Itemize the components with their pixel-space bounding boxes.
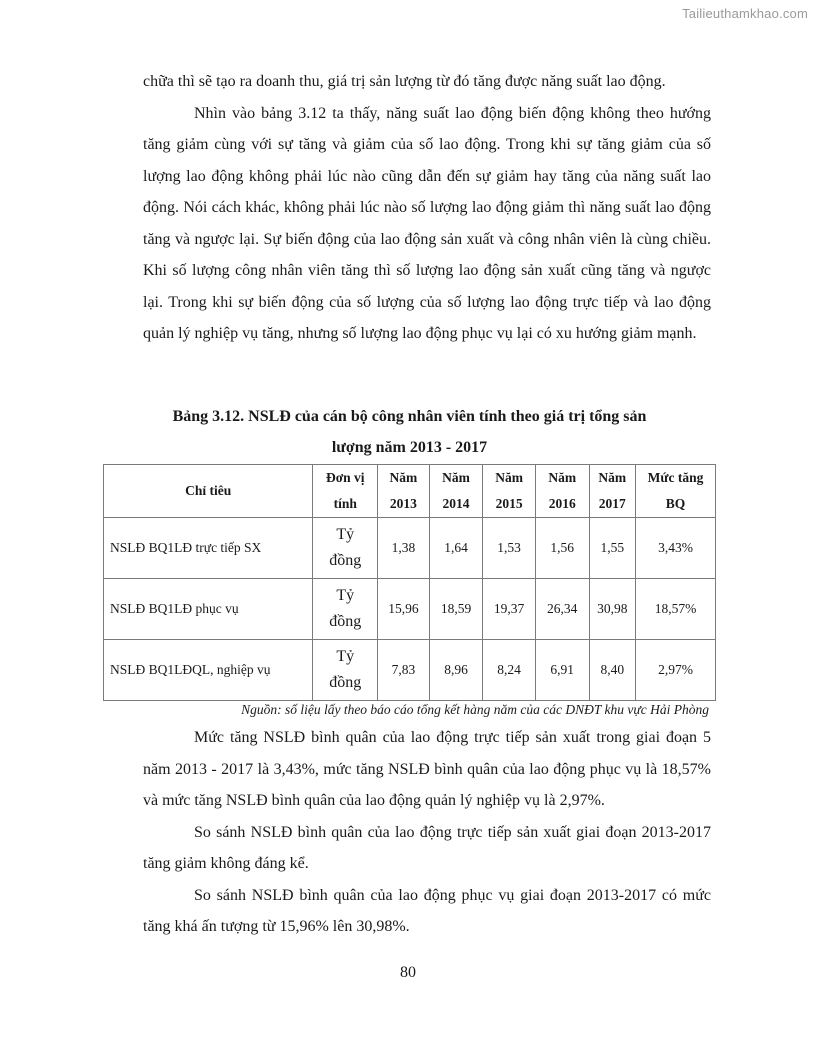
header-2017: Năm 2017	[589, 465, 636, 518]
cell-2017: 30,98	[589, 579, 636, 640]
row-label: NSLĐ BQ1LĐQL, nghiệp vụ	[104, 640, 313, 701]
cell-2014: 1,64	[429, 518, 483, 579]
page-body-bottom	[143, 722, 711, 943]
cell-2015: 8,24	[483, 640, 536, 701]
table-row	[104, 579, 716, 640]
cell-2013: 15,96	[378, 579, 430, 640]
cell-2016: 6,91	[535, 640, 589, 701]
watermark: Tailieuthamkhao.com	[682, 6, 808, 21]
cell-growth: 3,43%	[636, 518, 716, 579]
cell-2016: 1,56	[535, 518, 589, 579]
cell-2017: 1,55	[589, 518, 636, 579]
row-unit: Tỷ đồng	[313, 640, 378, 701]
cell-2015: 1,53	[483, 518, 536, 579]
header-avg-growth: Mức tăng BQ	[636, 465, 716, 518]
cell-2013: 7,83	[378, 640, 430, 701]
header-2014: Năm 2014	[429, 465, 483, 518]
header-indicator: Chỉ tiêu	[104, 465, 313, 518]
paragraph: Nhìn vào bảng 3.12 ta thấy, năng suất lao động biến động không theo hướng tăng giảm cùng với sự tăng và giảm của số lao động. Trong khi sự tăng giảm của số lượng lao động không phải lúc nào cũng dẫn đến sự giảm hay tăng của năng suất lao động. Nói cách khác, không phải lúc nào số lượng lao động giảm thì năng suất lao động tăng và ngược lại. Sự biến động của lao động sản xuất và công nhân viên là cùng chiều. Khi số lượng công nhân viên tăng thì số lượng lao động sản xuất cũng tăng và ngược lại. Trong khi sự biến động của số lượng của số lượng lao động trực tiếp và lao động quản lý nghiệp vụ tăng, nhưng số lượng lao động phục vụ lại có xu hướng giảm mạnh.	[143, 104, 711, 342]
productivity-table	[103, 464, 716, 701]
page-body-top	[143, 66, 711, 350]
table-source-note: Nguồn: số liệu lấy theo báo cáo tổng kết hàng năm của các DNĐT khu vực Hải Phòng	[241, 702, 709, 717]
header-2016: Năm 2016	[535, 465, 589, 518]
row-label: NSLĐ BQ1LĐ trực tiếp SX	[104, 518, 313, 579]
row-unit: Tỷ đồng	[313, 518, 378, 579]
paragraph: So sánh NSLĐ bình quân của lao động phục vụ giai đoạn 2013-2017 có mức tăng khá ấn tượng từ 15,96% lên 30,98%.	[143, 886, 711, 935]
row-unit: Tỷ đồng	[313, 579, 378, 640]
header-2013: Năm 2013	[378, 465, 430, 518]
cell-growth: 2,97%	[636, 640, 716, 701]
cell-2017: 8,40	[589, 640, 636, 701]
cell-2014: 8,96	[429, 640, 483, 701]
cell-2015: 19,37	[483, 579, 536, 640]
table-title-line-1: Bảng 3.12. NSLĐ của cán bộ công nhân viên tính theo giá trị tổng sản	[172, 408, 647, 425]
table-row	[104, 518, 716, 579]
paragraph: chữa thì sẽ tạo ra doanh thu, giá trị sản lượng từ đó tăng được năng suất lao động.	[143, 73, 666, 90]
header-unit: Đơn vị tính	[313, 465, 378, 518]
paragraph: So sánh NSLĐ bình quân của lao động trực tiếp sản xuất giai đoạn 2013-2017 tăng giảm không đáng kể.	[143, 823, 711, 872]
cell-2013: 1,38	[378, 518, 430, 579]
header-2015: Năm 2015	[483, 465, 536, 518]
cell-2014: 18,59	[429, 579, 483, 640]
row-label: NSLĐ BQ1LĐ phục vụ	[104, 579, 313, 640]
table-row	[104, 640, 716, 701]
paragraph: Mức tăng NSLĐ bình quân của lao động trực tiếp sản xuất trong giai đoạn 5 năm 2013 - 2017 là 3,43%, mức tăng NSLĐ bình quân của lao động phục vụ là 18,57% và mức tăng NSLĐ bình quân của lao động quản lý nghiệp vụ là 2,97%.	[143, 729, 711, 809]
table-header-row	[104, 465, 716, 518]
cell-growth: 18,57%	[636, 579, 716, 640]
cell-2016: 26,34	[535, 579, 589, 640]
table-title	[103, 401, 716, 463]
page-number: 80	[400, 964, 416, 981]
table-title-line-2: lượng năm 2013 - 2017	[331, 439, 488, 456]
